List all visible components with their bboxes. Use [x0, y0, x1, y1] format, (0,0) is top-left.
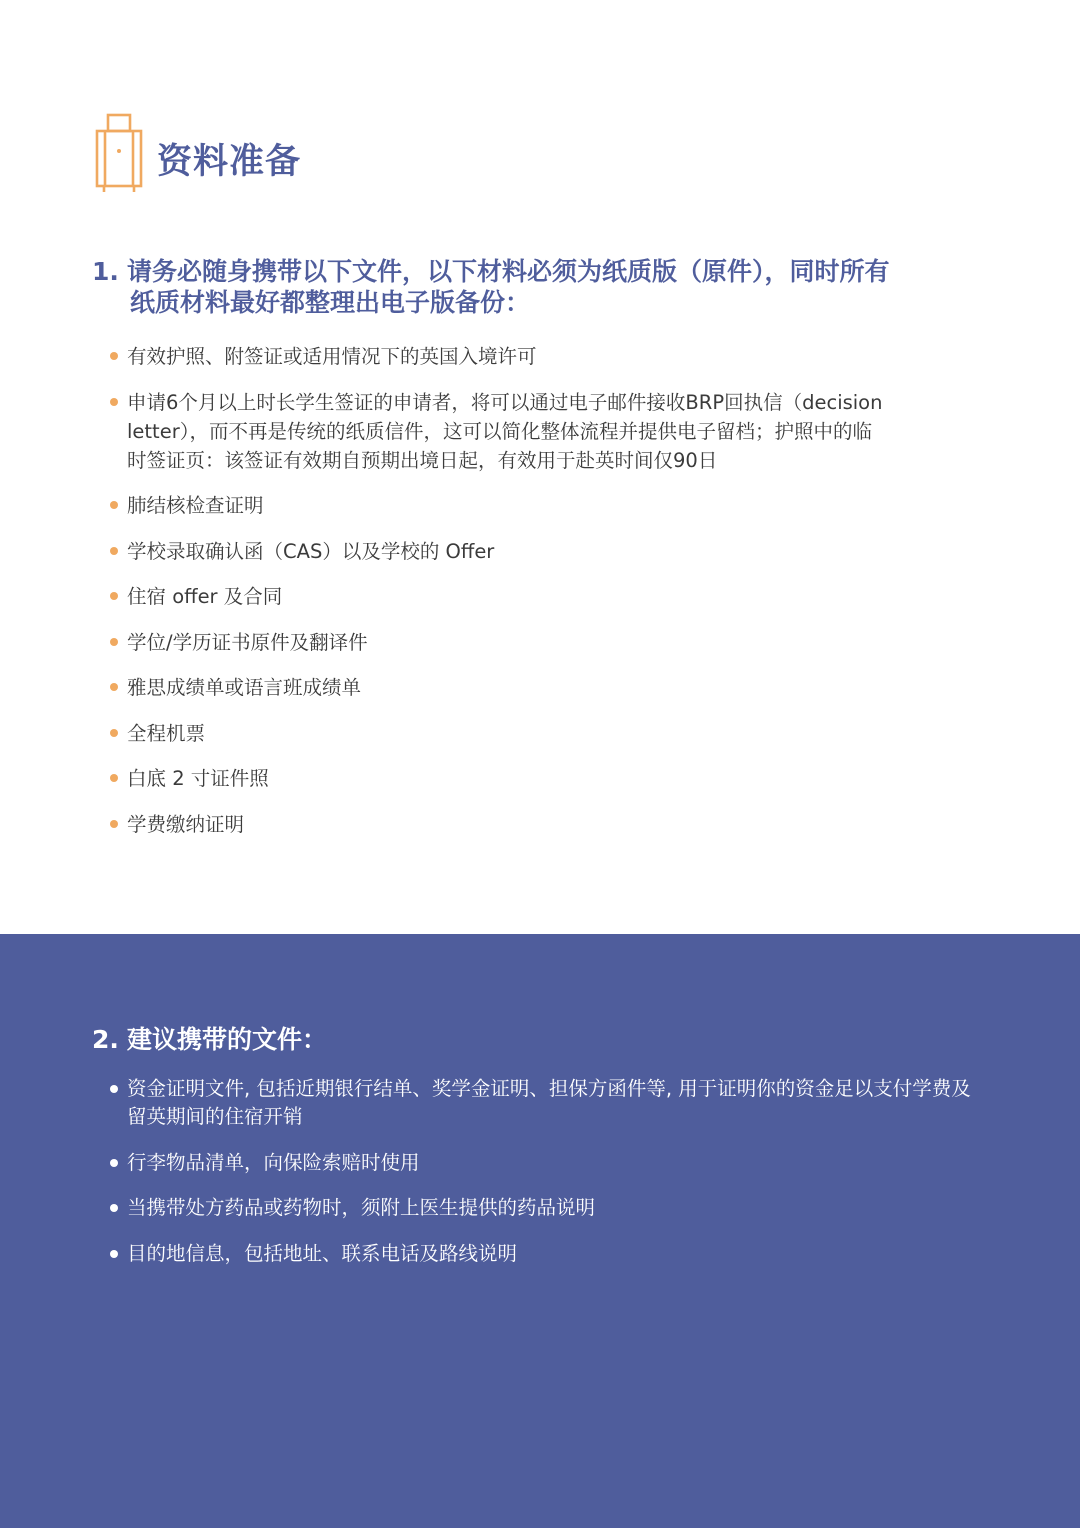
- bullet-icon: [110, 592, 118, 600]
- bullet-icon: [110, 638, 118, 646]
- bullet-icon: [110, 1204, 118, 1212]
- section1-heading: [92, 256, 1012, 318]
- list-item: 有效护照、附签证或适用情况下的英国入境许可: [108, 342, 888, 371]
- section2-heading: [92, 1020, 327, 1056]
- bullet-icon: [110, 729, 118, 737]
- bullet-icon: [110, 352, 118, 360]
- section1-heading-line1: 请务必随身携带以下文件，以下材料必须为纸质版（原件），同时所有: [127, 257, 890, 286]
- section2-number: 2.: [92, 1025, 119, 1054]
- list-item: 肺结核检查证明: [108, 491, 888, 520]
- page-title: 资料准备: [157, 142, 302, 182]
- recommended-documents-list: [108, 1075, 988, 1285]
- bullet-icon: [110, 820, 118, 828]
- section1-number: 1.: [92, 257, 119, 286]
- required-documents-list: [108, 342, 888, 855]
- list-item: 白底 2 寸证件照: [108, 764, 888, 793]
- list-item: 资金证明文件, 包括近期银行结单、奖学金证明、担保方函件等, 用于证明你的资金足以支付学费及留英期间的住宿开销: [108, 1075, 988, 1131]
- luggage-icon: [94, 112, 144, 196]
- bullet-icon: [110, 547, 118, 555]
- list-item: 当携带处方药品或药物时，须附上医生提供的药品说明: [108, 1194, 988, 1222]
- bullet-icon: [110, 398, 118, 406]
- list-item: 学费缴纳证明: [108, 810, 888, 839]
- list-item: 学位/学历证书原件及翻译件: [108, 628, 888, 657]
- bullet-icon: [110, 683, 118, 691]
- list-item: 申请6个月以上时长学生签证的申请者，将可以通过电子邮件接收BRP回执信（decision letter），而不再是传统的纸质信件，这可以简化整体流程并提供电子留档；护照中的临时签证页：该签证有效期自预期出境日起，有效用于赴英时间仅90日: [108, 388, 888, 475]
- list-item: 目的地信息，包括地址、联系电话及路线说明: [108, 1240, 988, 1268]
- list-item: 学校录取确认函（CAS）以及学校的 Offer: [108, 537, 888, 566]
- bullet-icon: [110, 1085, 118, 1093]
- bullet-icon: [110, 1250, 118, 1258]
- list-item: 住宿 offer 及合同: [108, 582, 888, 611]
- list-item: 行李物品清单，向保险索赔时使用: [108, 1149, 988, 1177]
- bullet-icon: [110, 774, 118, 782]
- section1-heading-line2: 纸质材料最好都整理出电子版备份：: [130, 288, 531, 317]
- list-item: 雅思成绩单或语言班成绩单: [108, 673, 888, 702]
- bullet-icon: [110, 501, 118, 509]
- list-item: 全程机票: [108, 719, 888, 748]
- bullet-icon: [110, 1159, 118, 1167]
- section2-heading-text: 建议携带的文件：: [127, 1025, 328, 1054]
- recommended-section: [0, 934, 1080, 1528]
